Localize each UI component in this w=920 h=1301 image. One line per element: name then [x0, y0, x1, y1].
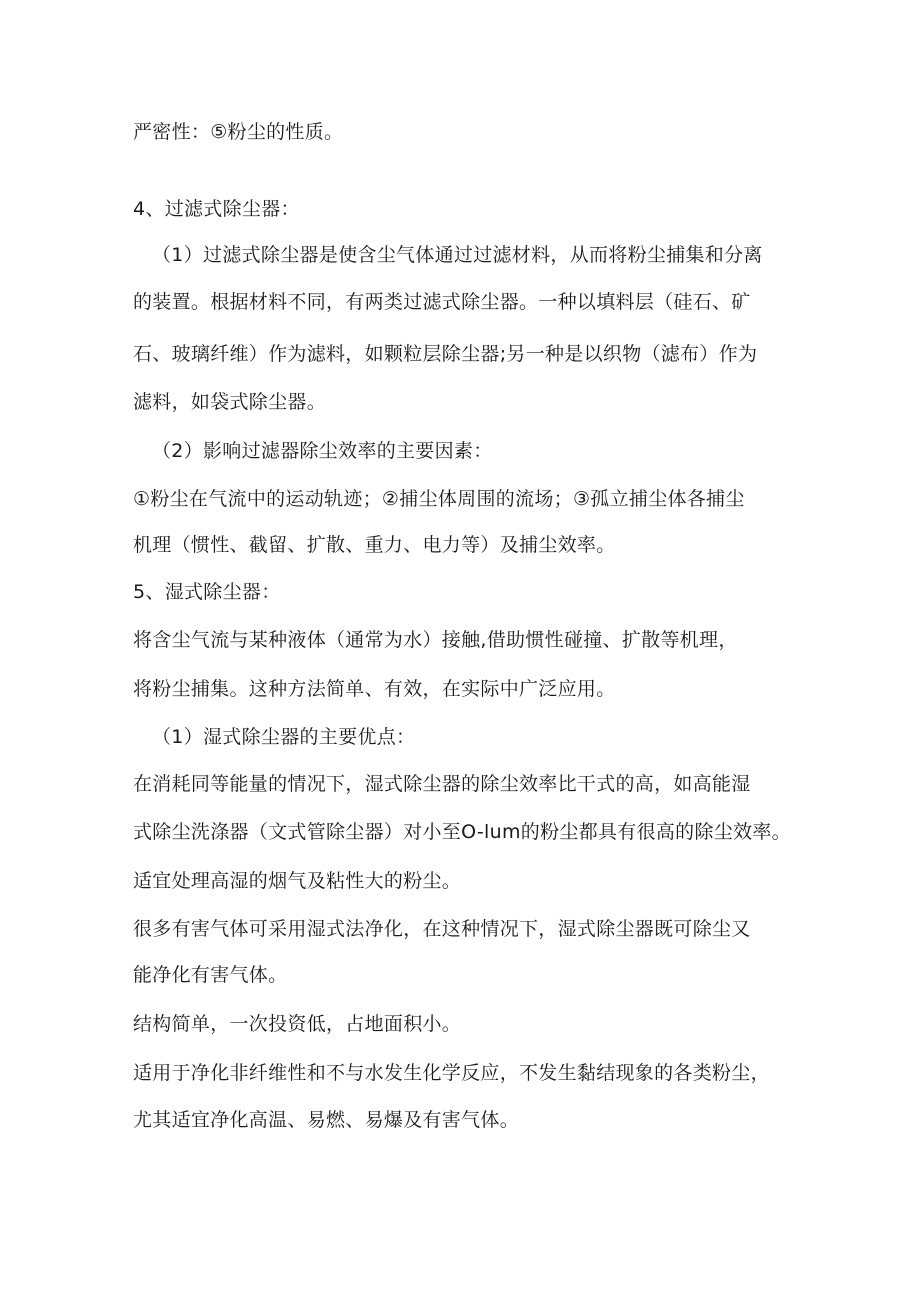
- text-line: （1）过滤式除尘器是使含尘气体通过过滤材料，从而将粉尘捕集和分离: [152, 244, 763, 266]
- text-line: 机理（惯性、截留、扩散、重力、电力等）及捕尘效率。: [133, 534, 616, 556]
- text-line: 能净化有害气体。: [133, 964, 288, 986]
- text-line: （2）影响过滤器除尘效率的主要因素：: [152, 440, 493, 462]
- text-line: ①粉尘在气流中的运动轨迹；②捕尘体周围的流场；③孤立捕尘体各捕尘: [133, 488, 745, 510]
- text-line: 将粉尘捕集。这种方法简单、有效，在实际中广泛应用。: [133, 678, 616, 700]
- text-line: 的装置。根据材料不同，有两类过滤式除尘器。一种以填料层（硅石、矿: [133, 291, 751, 313]
- text-line: 滤料，如袋式除尘器。: [133, 391, 327, 413]
- text-line: 适用于净化非纤维性和不与水发生化学反应，不发生黏结现象的各类粉尘，: [133, 1062, 770, 1084]
- text-line: 将含尘气流与某种液体（通常为水）接触,借助惯性碰撞、扩散等机理，: [133, 629, 738, 651]
- text-line: 严密性：⑤粉尘的性质。: [133, 121, 344, 143]
- text-line: 结构简单，一次投资低，占地面积小。: [133, 1013, 462, 1035]
- text-line: （1）湿式除尘器的主要优点：: [152, 726, 416, 748]
- text-line: 很多有害气体可采用湿式法净化，在这种情况下，湿式除尘器既可除尘又: [133, 918, 751, 940]
- text-line: 适宜处理高湿的烟气及粘性大的粉尘。: [133, 870, 462, 892]
- text-line: 石、玻璃纤维）作为滤料，如颗粒层除尘器;另一种是以织物（滤布）作为: [133, 343, 758, 365]
- section-heading: 4、过滤式除尘器：: [133, 198, 300, 220]
- text-line: 尤其适宜净化高温、易燃、易爆及有害气体。: [133, 1109, 520, 1131]
- text-line: 式除尘洗涤器（文式管除尘器）对小至O-lum的粉尘都具有很高的除尘效率。: [133, 821, 791, 843]
- text-line: 在消耗同等能量的情况下，湿式除尘器的除尘效率比干式的高，如高能湿: [133, 773, 751, 795]
- section-heading: 5、湿式除尘器：: [133, 581, 281, 603]
